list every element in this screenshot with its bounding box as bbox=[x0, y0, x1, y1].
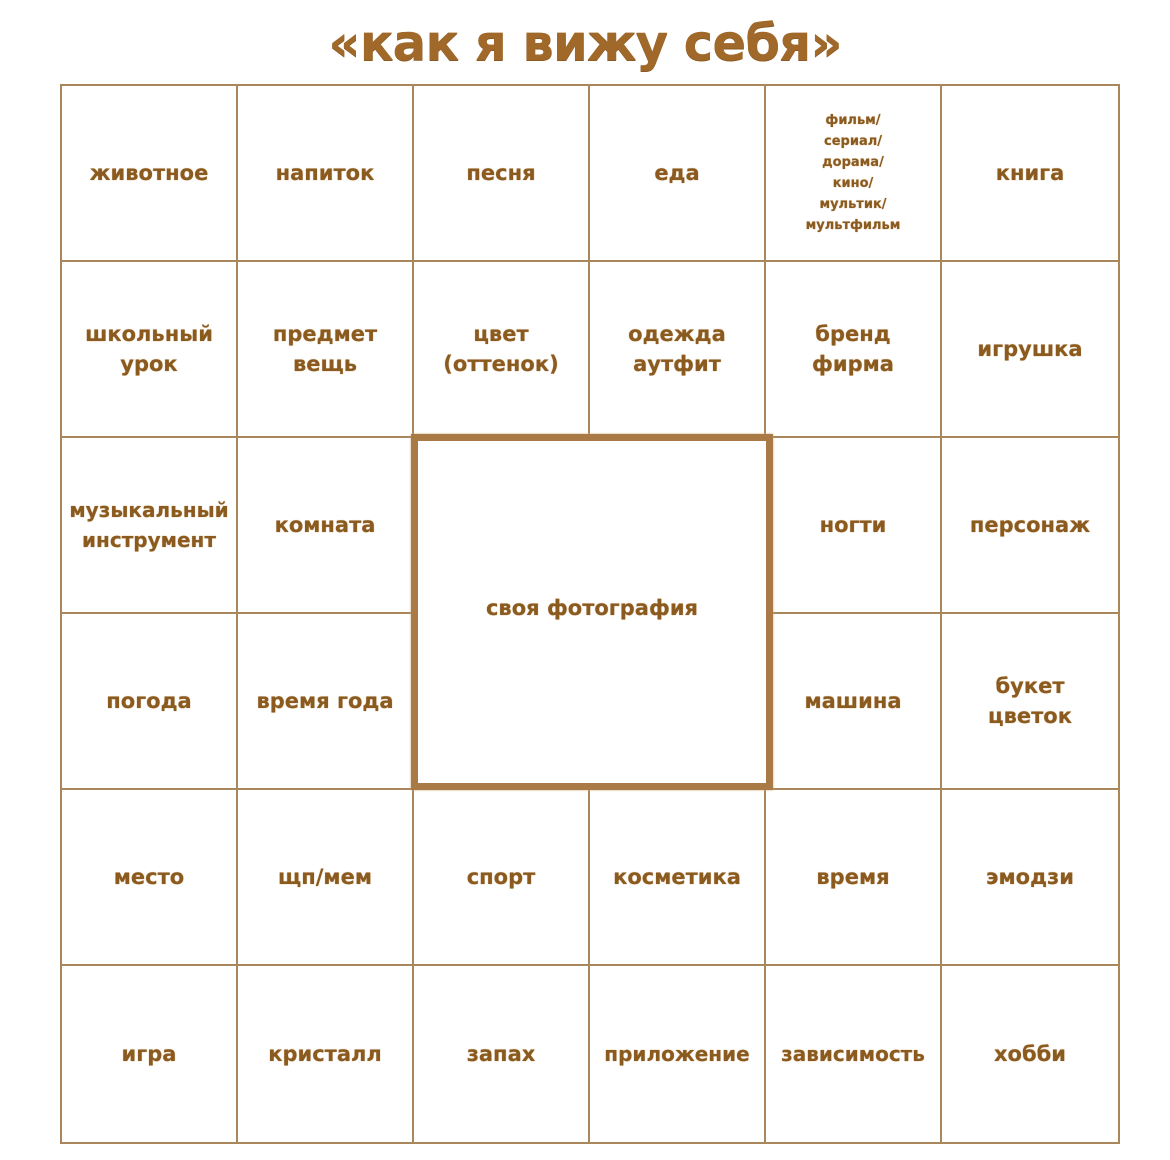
cell-label: щп/мем bbox=[278, 865, 372, 889]
grid-cell-instrument bbox=[60, 436, 238, 614]
photo-cell bbox=[411, 434, 773, 790]
grid-cell-sport bbox=[412, 788, 590, 966]
grid-cell-food bbox=[588, 84, 766, 262]
grid-cell-weather bbox=[60, 612, 238, 790]
cell-label: хобби bbox=[993, 1042, 1066, 1066]
grid-cell-school-lesson bbox=[60, 260, 238, 438]
cell-label: музыкальный инструмент bbox=[69, 498, 229, 552]
cell-label: время года bbox=[256, 689, 394, 713]
grid-cell-cosmetics bbox=[588, 788, 766, 966]
cell-label: книга bbox=[995, 161, 1065, 185]
grid-cell-smell bbox=[412, 964, 590, 1144]
cell-label: букет цветок bbox=[988, 674, 1072, 728]
cell-label: персонаж bbox=[969, 513, 1091, 537]
grid-cell-book bbox=[940, 84, 1120, 262]
grid-cell-place bbox=[60, 788, 238, 966]
cell-label: животное bbox=[89, 161, 209, 185]
grid-cell-color bbox=[412, 260, 590, 438]
grid-cell-game bbox=[60, 964, 238, 1144]
photo-cell-label: своя фотография bbox=[485, 596, 699, 620]
grid-cell-drink bbox=[236, 84, 414, 262]
cell-label: игрушка bbox=[977, 337, 1083, 361]
grid-cell-film bbox=[764, 84, 942, 262]
cell-label: песня bbox=[466, 161, 536, 185]
grid-cell-flower bbox=[940, 612, 1120, 790]
cell-label: бренд фирма bbox=[812, 322, 894, 376]
grid-cell-meme bbox=[236, 788, 414, 966]
cell-label: игра bbox=[121, 1042, 177, 1066]
cell-label: предмет вещь bbox=[272, 322, 378, 376]
cell-label: еда bbox=[654, 161, 700, 185]
grid-cell-character bbox=[940, 436, 1120, 614]
grid-cell-addiction bbox=[764, 964, 942, 1144]
cell-label: зависимость bbox=[781, 1042, 925, 1066]
cell-label: эмодзи bbox=[986, 865, 1074, 889]
cell-label: место bbox=[113, 865, 185, 889]
cell-label: запах bbox=[466, 1042, 536, 1066]
cell-label: спорт bbox=[466, 865, 536, 889]
grid-cell-toy bbox=[940, 260, 1120, 438]
grid-cell-emoji bbox=[940, 788, 1120, 966]
cell-label: косметика bbox=[613, 865, 741, 889]
grid-cell-nails bbox=[764, 436, 942, 614]
grid-cell-clothes bbox=[588, 260, 766, 438]
grid-cell-brand bbox=[764, 260, 942, 438]
bingo-grid bbox=[60, 84, 1120, 1144]
page-title: «как я вижу себя» bbox=[328, 14, 842, 72]
grid-cell-song bbox=[412, 84, 590, 262]
grid-cell-room bbox=[236, 436, 414, 614]
cell-label: школьный урок bbox=[85, 322, 213, 376]
cell-label: погода bbox=[106, 689, 192, 713]
cell-label: одежда аутфит bbox=[628, 322, 726, 376]
cell-label: кристалл bbox=[268, 1042, 382, 1066]
grid-cell-car bbox=[764, 612, 942, 790]
grid-cell-hobby bbox=[940, 964, 1120, 1144]
cell-label: цвет (оттенок) bbox=[443, 322, 559, 376]
grid-cell-animal bbox=[60, 84, 238, 262]
cell-label: фильм/ сериал/ дорама/ кино/ мультик/ мультфильм bbox=[805, 113, 901, 233]
cell-label: приложение bbox=[604, 1042, 750, 1066]
cell-label: время bbox=[816, 865, 890, 889]
grid-cell-item bbox=[236, 260, 414, 438]
cell-label: напиток bbox=[275, 161, 375, 185]
grid-cell-time bbox=[764, 788, 942, 966]
grid-cell-crystal bbox=[236, 964, 414, 1144]
cell-label: ногти bbox=[819, 513, 887, 537]
cell-label: машина bbox=[804, 689, 902, 713]
grid-cell-app bbox=[588, 964, 766, 1144]
grid-cell-season bbox=[236, 612, 414, 790]
cell-label: комната bbox=[274, 513, 376, 537]
